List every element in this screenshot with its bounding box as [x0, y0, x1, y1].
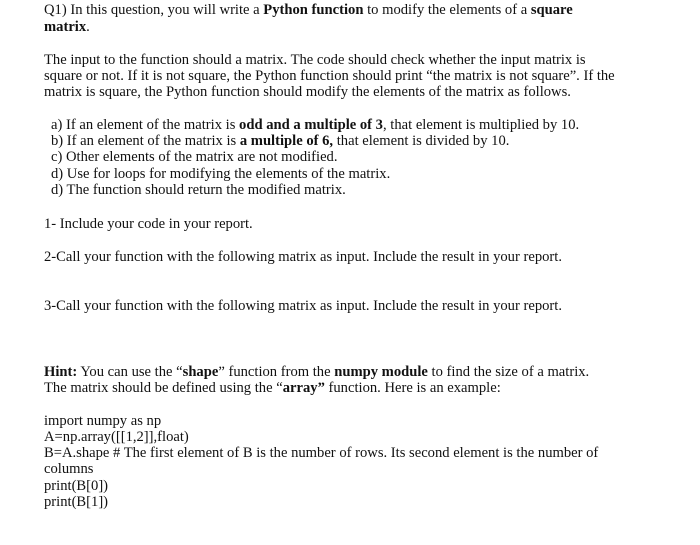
rule-a-suffix: , that element is multiplied by 10.	[382, 117, 580, 133]
hint-line2-a: The matrix should be defined using the “	[44, 380, 283, 396]
question-text-mid: to modify the elements of a	[363, 2, 531, 18]
hint-line-2	[44, 380, 501, 397]
task-3: 3-Call your function with the following matrix as input. Include the result in your report.	[44, 298, 562, 314]
task-1: 1- Include your code in your report.	[44, 216, 253, 232]
intro-line-1: The input to the function should a matrix. The code should check whether the input matrix is	[44, 52, 586, 68]
hint-text-a: You can use the “	[77, 364, 183, 380]
question-period: .	[86, 19, 90, 35]
hint-label: Hint:	[44, 364, 78, 380]
square-bold: square	[530, 2, 573, 18]
rule-a-prefix: a) If an element of the matrix is	[51, 117, 240, 133]
shape-bold: shape	[182, 364, 219, 380]
hint-line-1	[44, 364, 589, 381]
array-bold: array”	[282, 380, 325, 396]
rule-b-suffix: that element is divided by 10.	[333, 133, 510, 149]
python-function-bold: Python function	[263, 2, 364, 18]
intro-line-3: matrix is square, the Python function should modify the elements of the matrix as follows.	[44, 84, 571, 100]
numpy-module-bold: numpy module	[334, 364, 428, 380]
hint-text-c: to find the size of a matrix.	[427, 364, 590, 380]
rule-d1: d) Use for loops for modifying the elements of the matrix.	[51, 166, 391, 182]
code-line-2: A=np.array([[1,2]],float)	[44, 429, 189, 445]
code-line-1: import numpy as np	[44, 413, 162, 429]
rule-d2: d) The function should return the modified matrix.	[51, 182, 346, 198]
matrix-bold: matrix	[44, 19, 87, 35]
hint-line2-b: function. Here is an example:	[324, 380, 501, 396]
rule-b	[51, 133, 509, 150]
rule-b-bold: a multiple of 6,	[239, 133, 334, 149]
hint-text-b: ” function from the	[218, 364, 335, 380]
question-line-1	[44, 2, 573, 19]
rule-a	[51, 117, 579, 134]
code-line-5: print(B[0])	[44, 478, 109, 494]
task-2: 2-Call your function with the following matrix as input. Include the result in your report.	[44, 249, 562, 265]
code-line-4: columns	[44, 461, 94, 477]
rule-c: c) Other elements of the matrix are not modified.	[51, 149, 338, 165]
rule-a-bold: odd and a multiple of 3	[239, 117, 383, 133]
intro-line-2: square or not. If it is not square, the Python function should print “the matrix is not square”. If the	[44, 68, 615, 84]
rule-b-prefix: b) If an element of the matrix is	[51, 133, 240, 149]
code-line-6: print(B[1])	[44, 494, 109, 510]
question-text: Q1) In this question, you will write a	[44, 2, 264, 18]
question-line-2	[44, 19, 90, 36]
code-line-3: B=A.shape # The first element of B is the number of rows. Its second element is the number of	[44, 445, 599, 461]
